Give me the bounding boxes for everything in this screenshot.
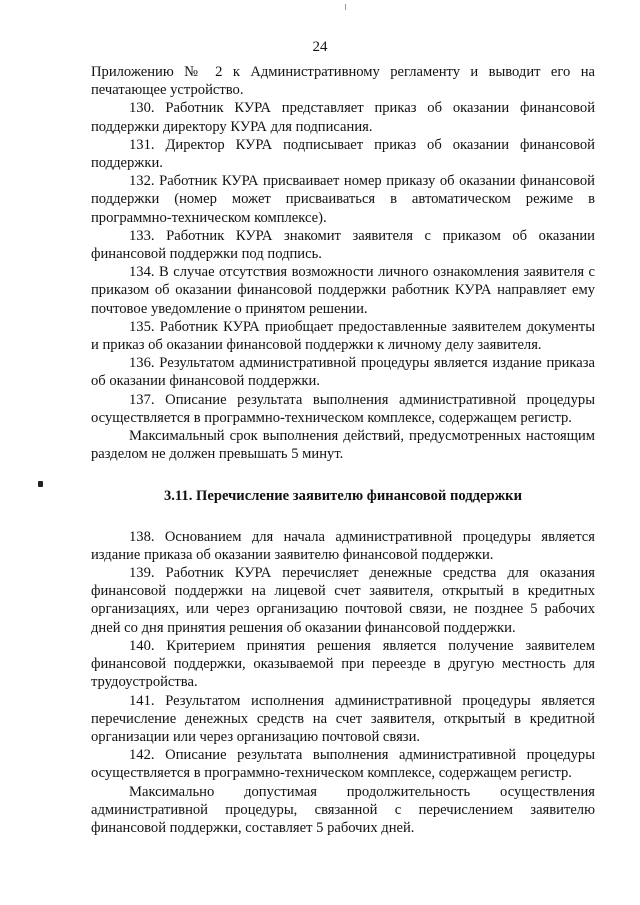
paragraph-132: 132. Работник КУРА присваивает номер приказу об оказании финансовой поддержки (номер может присваиваться в автоматическом режиме в программно-техническом комплексе). [91, 173, 595, 226]
paragraph-141: 141. Результатом исполнения административной процедуры является перечисление денежных средств на счет заявителя, открытый в кредитной организации или через организацию почтовой связи. [91, 692, 595, 745]
paragraph-131: 131. Директор КУРА подписывает приказ об оказании финансовой поддержки. [91, 136, 595, 172]
paragraph-142: 142. Описание результата выполнения административной процедуры осуществляется в программно-техническом комплексе, содержащем регистр. [91, 747, 595, 782]
paragraph-130: 130. Работник КУРА представляет приказ об оказании финансовой поддержки директору КУРА для подписания. [91, 100, 595, 135]
paragraph-135: 135. Работник КУРА приобщает предоставленные заявителем документы и приказ об оказании финансовой поддержки к личному делу заявителя. [91, 318, 595, 354]
paragraph-138: 138. Основанием для начала административной процедуры является издание приказа об оказании заявителю финансовой поддержки. [91, 528, 595, 563]
paragraph-max-duration: Максимально допустимая продолжительность осуществления административной процедуры, связанной с перечислением заявителю финансовой поддержки, составляет 5 рабочих дней. [91, 783, 595, 836]
paragraph-max-time: Максимальный срок выполнения действий, предусмотренных настоящим разделом не должен превышать 5 минут. [91, 428, 595, 463]
paragraph-133: 133. Работник КУРА знакомит заявителя с приказом об оказании финансовой поддержки под подпись. [91, 227, 595, 263]
section-heading: 3.11. Перечисление заявителю финансовой поддержки [163, 488, 522, 505]
paragraph-136: 136. Результатом административной процедуры является издание приказа об оказании финансовой поддержки. [91, 355, 595, 390]
paragraph-continuation: Приложению № 2 к Административному регламенту и выводит его на печатающее устройство. [91, 64, 595, 99]
margin-mark [38, 481, 43, 487]
document-body [91, 63, 595, 837]
paragraph-137: 137. Описание результата выполнения административной процедуры осуществляется в программно-техническом комплексе, содержащем регистр. [91, 391, 595, 426]
page-number: 24 [312, 39, 328, 55]
paragraph-134: 134. В случае отсутствия возможности личного ознакомления заявителя с приказом об оказании финансовой поддержки работник КУРА направляет ему почтовое уведомление о принятом решении. [91, 264, 595, 317]
paragraph-140: 140. Критерием принятия решения является получение заявителем финансовой поддержки, оказываемой при переезде в другую местность для трудоустройства. [91, 637, 595, 691]
paragraph-139: 139. Работник КУРА перечисляет денежные средства для оказания финансовой поддержки на лицевой счет заявителя, открытый в кредитных организациях, или через организацию почтовой связи, не позднее 5 рабочих дней со дня принятия решения об оказании финансовой поддержки. [91, 565, 595, 636]
scan-tick-mark [345, 4, 346, 10]
